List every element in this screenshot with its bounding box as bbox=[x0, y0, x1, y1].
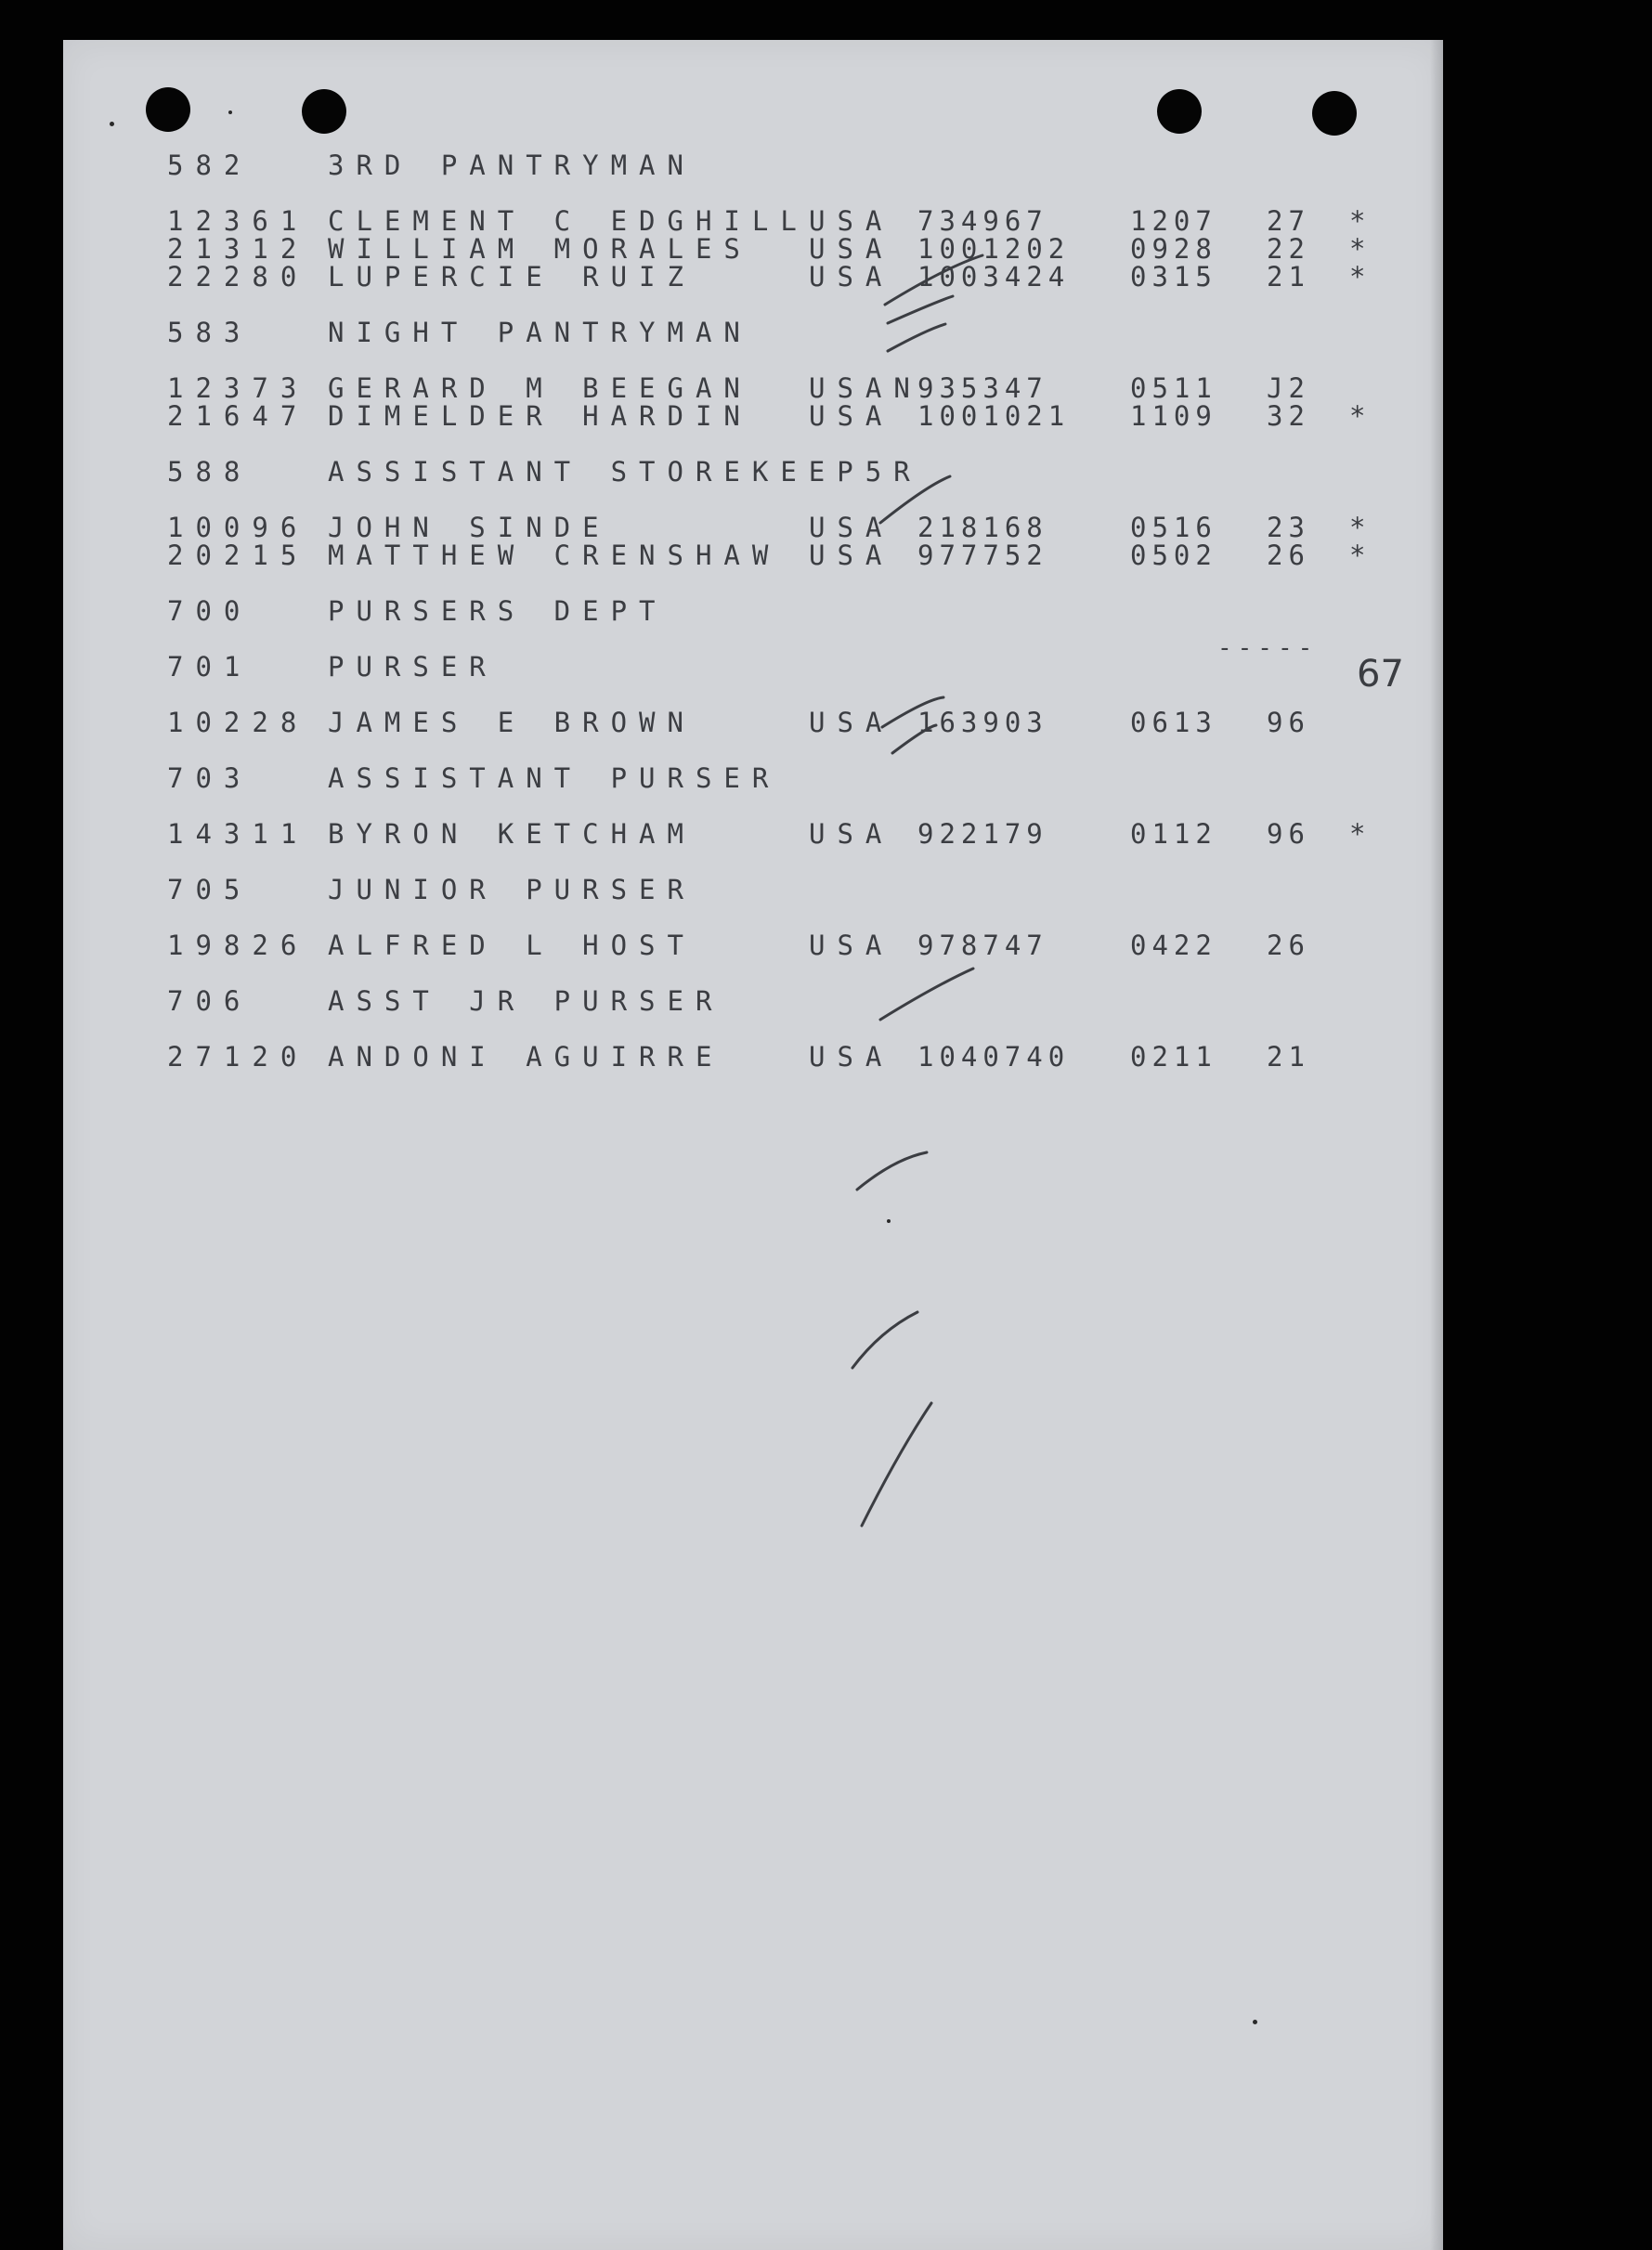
dash-marks: ----- bbox=[1217, 634, 1319, 662]
check-mark-icon bbox=[852, 1312, 917, 1368]
section-code: 583 bbox=[167, 317, 253, 348]
crew-age: 96 bbox=[1267, 818, 1310, 850]
crew-nationality: USA bbox=[809, 818, 894, 850]
crew-id: 12361 bbox=[167, 205, 309, 237]
crew-name: ALFRED L HOST bbox=[328, 930, 696, 961]
crew-date: 0211 bbox=[1130, 1041, 1217, 1073]
crew-age: 32 bbox=[1267, 400, 1310, 432]
crew-name: LUPERCIE RUIZ bbox=[328, 261, 696, 293]
crew-id: 10096 bbox=[167, 512, 309, 543]
crew-number: 935347 bbox=[917, 372, 1048, 404]
crew-id: 22280 bbox=[167, 261, 309, 293]
crew-number: 1001202 bbox=[917, 233, 1071, 265]
section-code: 588 bbox=[167, 456, 253, 488]
crew-id: 12373 bbox=[167, 372, 309, 404]
crew-id: 20215 bbox=[167, 540, 309, 571]
punch-hole-icon bbox=[1157, 89, 1202, 134]
crew-date: 0112 bbox=[1130, 818, 1217, 850]
crew-id: 21312 bbox=[167, 233, 309, 265]
crew-name: WILLIAM MORALES bbox=[328, 233, 752, 265]
dust-speck bbox=[887, 1219, 891, 1223]
crew-age: 21 bbox=[1267, 1041, 1310, 1073]
dust-speck bbox=[1253, 2020, 1257, 2024]
section-code: 703 bbox=[167, 762, 253, 794]
crew-nationality: USA bbox=[809, 400, 894, 432]
section-title: ASSISTANT PURSER bbox=[328, 762, 781, 794]
section-title: PURSER bbox=[328, 651, 498, 683]
crew-age: 27 bbox=[1267, 205, 1310, 237]
section-code: 705 bbox=[167, 874, 253, 905]
handwritten-page-number: 67 bbox=[1357, 653, 1404, 696]
crew-age: 96 bbox=[1267, 707, 1310, 738]
crew-number: 922179 bbox=[917, 818, 1048, 850]
crew-mark: * bbox=[1349, 400, 1366, 432]
punch-hole-icon bbox=[302, 89, 346, 134]
check-mark-icon bbox=[888, 296, 953, 323]
check-mark-icon bbox=[888, 324, 945, 351]
check-mark-icon bbox=[880, 969, 973, 1020]
section-title: ASSISTANT STOREKEEP5R bbox=[328, 456, 922, 488]
paper-sheet bbox=[63, 40, 1443, 2250]
check-mark-icon bbox=[862, 1403, 931, 1526]
crew-nationality: USA bbox=[809, 233, 894, 265]
punch-hole-icon bbox=[146, 87, 190, 132]
section-title: JUNIOR PURSER bbox=[328, 874, 696, 905]
crew-nationality: USA bbox=[809, 930, 894, 961]
section-title: NIGHT PANTRYMAN bbox=[328, 317, 752, 348]
crew-name: BYRON KETCHAM bbox=[328, 818, 696, 850]
crew-nationality: USA bbox=[809, 1041, 894, 1073]
crew-mark: * bbox=[1349, 540, 1366, 571]
crew-id: 27120 bbox=[167, 1041, 309, 1073]
dust-speck bbox=[228, 111, 232, 114]
crew-id: 14311 bbox=[167, 818, 309, 850]
section-title: PURSERS DEPT bbox=[328, 595, 668, 627]
crew-date: 0928 bbox=[1130, 233, 1217, 265]
dust-speck bbox=[110, 122, 114, 126]
crew-name: MATTHEW CRENSHAW bbox=[328, 540, 781, 571]
crew-mark: * bbox=[1349, 205, 1366, 237]
crew-nationality: USA bbox=[809, 707, 894, 738]
check-mark-icon bbox=[857, 1152, 927, 1190]
crew-name: CLEMENT C EDGHILL bbox=[328, 205, 809, 237]
crew-name: JOHN SINDE bbox=[328, 512, 611, 543]
crew-name: GERARD M BEEGAN bbox=[328, 372, 752, 404]
crew-mark: * bbox=[1349, 233, 1366, 265]
crew-number: 734967 bbox=[917, 205, 1048, 237]
crew-age: 22 bbox=[1267, 233, 1310, 265]
section-code: 701 bbox=[167, 651, 253, 683]
section-title: 3RD PANTRYMAN bbox=[328, 150, 696, 181]
crew-date: 0516 bbox=[1130, 512, 1217, 543]
crew-mark: * bbox=[1349, 818, 1366, 850]
crew-id: 10228 bbox=[167, 707, 309, 738]
section-title: ASST JR PURSER bbox=[328, 985, 724, 1017]
crew-name: DIMELDER HARDIN bbox=[328, 400, 752, 432]
crew-date: 0613 bbox=[1130, 707, 1217, 738]
crew-number: 1040740 bbox=[917, 1041, 1071, 1073]
crew-nationality: USA bbox=[809, 512, 894, 543]
crew-mark: * bbox=[1349, 261, 1366, 293]
crew-date: 1109 bbox=[1130, 400, 1217, 432]
crew-nationality: USAN bbox=[809, 372, 922, 404]
crew-nationality: USA bbox=[809, 261, 894, 293]
crew-date: 0502 bbox=[1130, 540, 1217, 571]
crew-number: 1001021 bbox=[917, 400, 1071, 432]
crew-date: 1207 bbox=[1130, 205, 1217, 237]
crew-age: 26 bbox=[1267, 930, 1310, 961]
crew-number: 163903 bbox=[917, 707, 1048, 738]
crew-number: 1003424 bbox=[917, 261, 1071, 293]
paper-edge-shadow bbox=[1430, 40, 1443, 2250]
crew-id: 21647 bbox=[167, 400, 309, 432]
section-code: 706 bbox=[167, 985, 253, 1017]
crew-age: J2 bbox=[1267, 372, 1310, 404]
crew-id: 19826 bbox=[167, 930, 309, 961]
crew-nationality: USA bbox=[809, 205, 894, 237]
crew-age: 26 bbox=[1267, 540, 1310, 571]
crew-date: 0422 bbox=[1130, 930, 1217, 961]
crew-date: 0511 bbox=[1130, 372, 1217, 404]
crew-age: 21 bbox=[1267, 261, 1310, 293]
crew-name: ANDONI AGUIRRE bbox=[328, 1041, 724, 1073]
crew-age: 23 bbox=[1267, 512, 1310, 543]
crew-nationality: USA bbox=[809, 540, 894, 571]
crew-number: 977752 bbox=[917, 540, 1048, 571]
crew-mark: * bbox=[1349, 512, 1366, 543]
crew-number: 978747 bbox=[917, 930, 1048, 961]
section-code: 700 bbox=[167, 595, 253, 627]
crew-name: JAMES E BROWN bbox=[328, 707, 696, 738]
crew-number: 218168 bbox=[917, 512, 1048, 543]
section-code: 582 bbox=[167, 150, 253, 181]
punch-hole-icon bbox=[1312, 91, 1357, 136]
crew-date: 0315 bbox=[1130, 261, 1217, 293]
